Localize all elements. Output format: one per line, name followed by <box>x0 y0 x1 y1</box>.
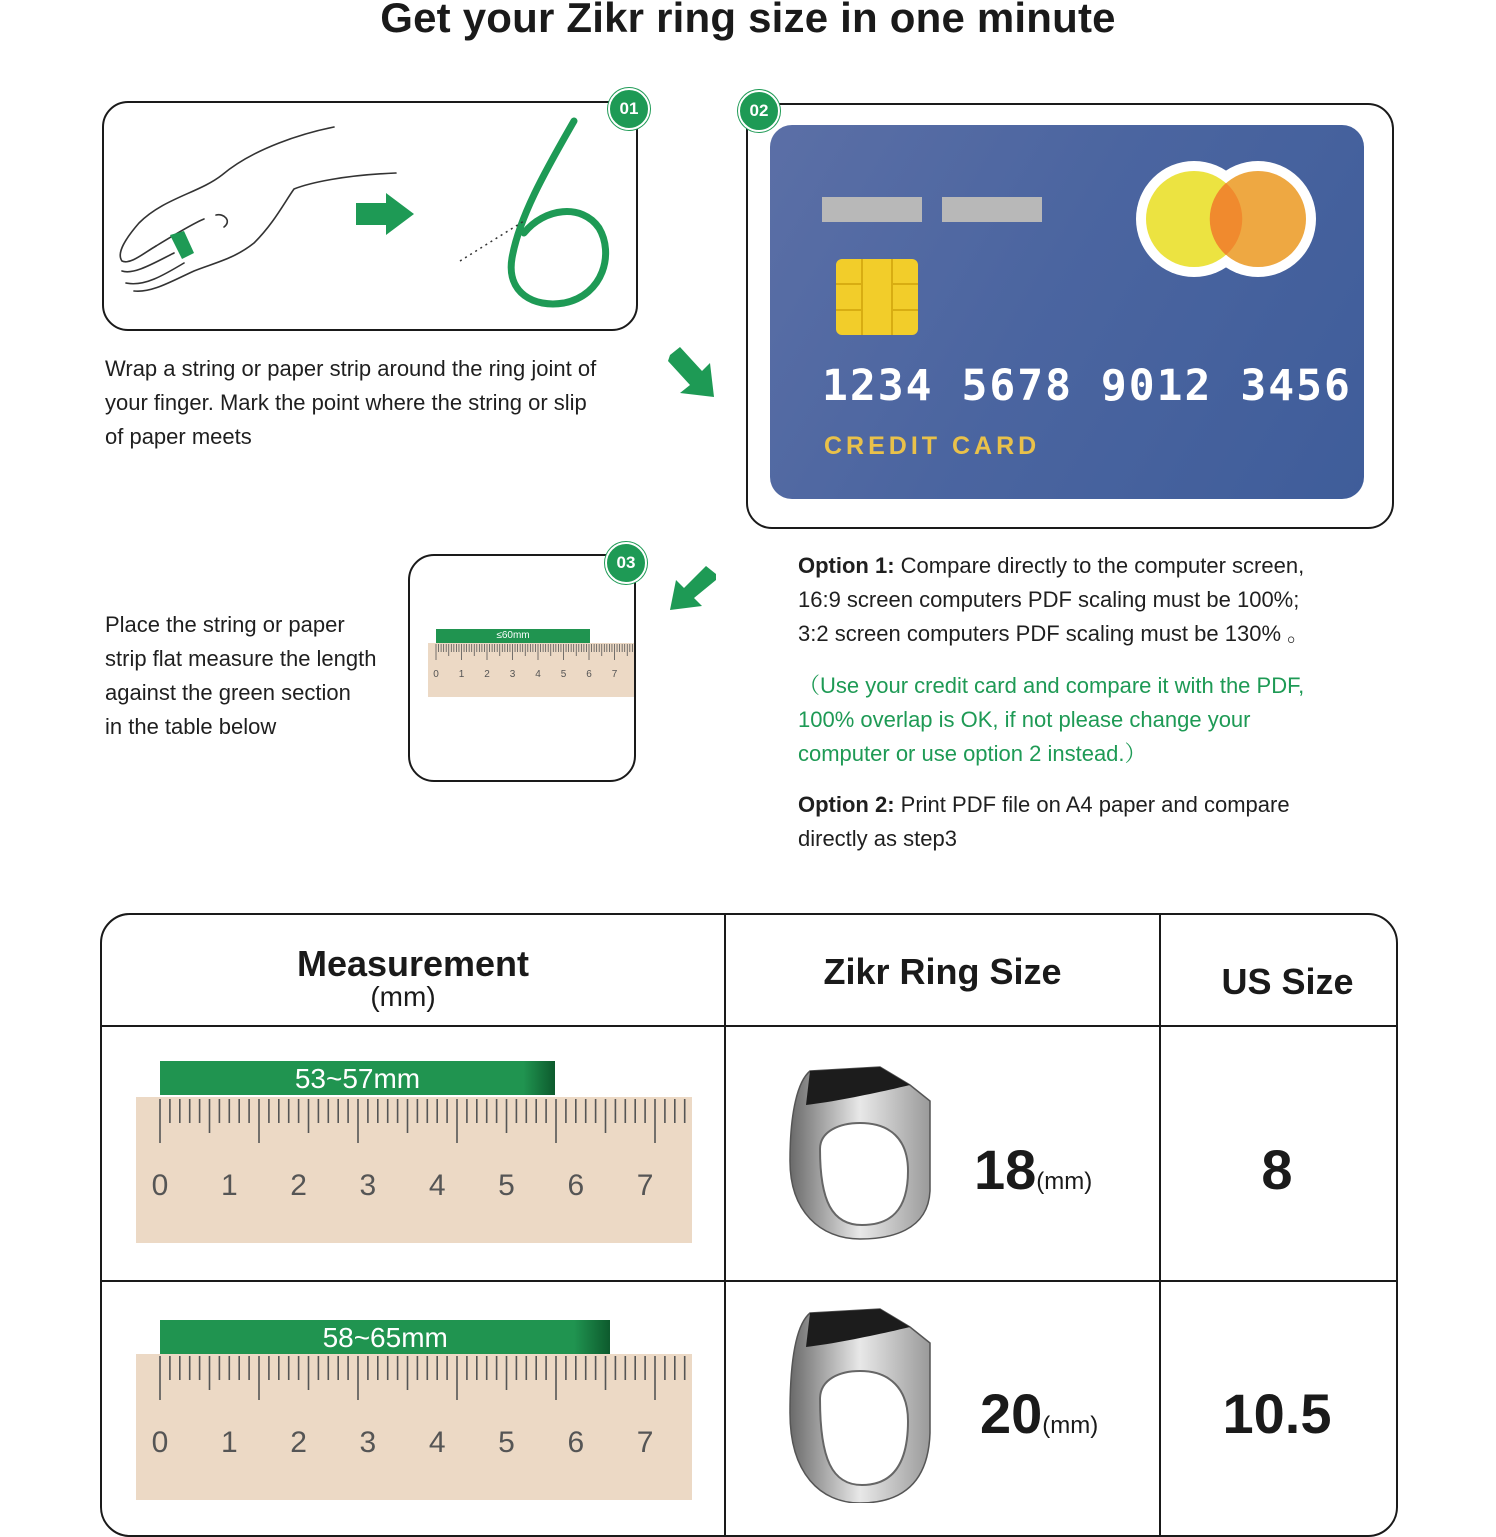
header-ring-size: Zikr Ring Size <box>823 951 1062 992</box>
header-measurement-label: Measurement <box>296 943 530 984</box>
step1-panel <box>102 101 638 331</box>
step3-badge: 03 <box>605 542 647 584</box>
card-number: 1234 5678 9012 3456 <box>822 361 1352 411</box>
option1-block <box>798 549 1398 651</box>
measurement-bar: 53~57mm <box>160 1061 555 1095</box>
ring-icon <box>780 1303 940 1503</box>
option1-line: 16:9 screen computers PDF scaling must be 100%; <box>798 587 1300 612</box>
option2-line: Print PDF file on A4 paper and compare <box>900 792 1290 817</box>
small-ruler-label: 6 <box>586 669 592 680</box>
small-ruler-label: 7 <box>611 669 618 680</box>
step1-line: Wrap a string or paper strip around the ring joint of <box>105 356 597 381</box>
ruler-tick-label: 1 <box>220 1169 238 1202</box>
measurement-ruler <box>136 1061 692 1247</box>
measurement-bar: 58~65mm <box>160 1320 610 1354</box>
credit-card <box>770 125 1364 499</box>
header-us-size: US Size <box>1221 961 1354 1002</box>
overlap-note <box>798 669 1398 771</box>
card-stripe <box>822 197 922 222</box>
step3-line: Place the string or paper <box>105 612 345 637</box>
header-measurement <box>102 943 724 1013</box>
ruler-tick-label: 4 <box>428 1426 446 1459</box>
step1-badge: 01 <box>608 88 650 130</box>
arrow-right-icon <box>356 193 414 235</box>
size-table <box>100 913 1398 1537</box>
chip-icon <box>836 259 918 335</box>
ruler-tick-label: 5 <box>498 1426 515 1459</box>
ruler-tick-label: 0 <box>151 1426 169 1459</box>
arrow-down-left-icon <box>662 562 722 622</box>
ring-size-unit: (mm) <box>1042 1412 1099 1439</box>
note-line: （Use your credit card and compare it with the PDF, <box>798 673 1305 698</box>
ruler-tick-label: 7 <box>636 1169 654 1202</box>
card-stripe <box>942 197 1042 222</box>
ruler-tick-label: 6 <box>567 1169 585 1202</box>
measurement-ruler <box>136 1320 692 1506</box>
option2-label: Option 2: <box>798 792 895 817</box>
ring-size-unit: (mm) <box>1036 1168 1093 1195</box>
us-size-value: 8 <box>1261 1138 1293 1201</box>
ring-size-value <box>980 1381 1098 1446</box>
ruler-tick-label: 3 <box>359 1169 377 1202</box>
ruler-tick-label: 3 <box>359 1426 377 1459</box>
option1-line: 3:2 screen computers PDF scaling must be 130% 。 <box>798 621 1310 646</box>
small-ruler-bar: ≤60mm <box>436 629 590 643</box>
ruler-tick-label: 4 <box>428 1169 446 1202</box>
step3-line: strip flat measure the length <box>105 646 377 671</box>
small-ruler-label: 3 <box>509 669 516 680</box>
header-measurement-unit: (mm) <box>370 981 436 1012</box>
hand-illustration <box>104 103 636 329</box>
ring-icon <box>780 1061 940 1241</box>
arrow-down-right-icon <box>664 345 724 405</box>
us-size-value: 10.5 <box>1222 1382 1332 1445</box>
small-ruler-label: 5 <box>560 669 567 680</box>
step2-badge: 02 <box>738 90 780 132</box>
step3-line: in the table below <box>105 714 277 739</box>
small-ruler-label: 2 <box>484 669 490 680</box>
ruler-tick-label: 6 <box>567 1426 585 1459</box>
card-label: CREDIT CARD <box>824 432 1041 460</box>
ruler-tick-label: 1 <box>220 1426 238 1459</box>
ruler-body <box>136 1354 692 1504</box>
option1-line: Compare directly to the computer screen, <box>900 553 1305 578</box>
small-ruler-body <box>428 643 634 697</box>
option1-label: Option 1: <box>798 553 895 578</box>
ruler-tick-label: 5 <box>498 1169 515 1202</box>
step1-text <box>105 352 665 454</box>
ring-size-number: 18 <box>974 1138 1037 1201</box>
ruler-tick-label: 2 <box>290 1169 307 1202</box>
note-line: computer or use option 2 instead.） <box>798 741 1147 766</box>
step1-line: of paper meets <box>105 424 252 449</box>
card-logo-icon <box>1134 145 1324 295</box>
ruler-tick-label: 0 <box>151 1169 169 1202</box>
option2-line: directly as step3 <box>798 826 957 851</box>
small-ruler-label: 4 <box>535 669 541 680</box>
small-ruler <box>428 629 634 697</box>
page-title: Get your Zikr ring size in one minute <box>380 0 1116 41</box>
small-ruler-label: 1 <box>458 669 465 680</box>
ruler-tick-label: 7 <box>636 1426 654 1459</box>
note-line: 100% overlap is OK, if not please change your <box>798 707 1251 732</box>
step3-text <box>105 608 405 744</box>
ring-size-value <box>974 1137 1092 1202</box>
option2-block <box>798 788 1398 856</box>
step3-line: against the green section <box>105 680 351 705</box>
ruler-body <box>136 1097 692 1247</box>
ruler-tick-label: 2 <box>290 1426 307 1459</box>
ring-size-number: 20 <box>980 1382 1043 1445</box>
small-ruler-label: 0 <box>433 669 439 680</box>
step1-line: your finger. Mark the point where the string or slip <box>105 390 587 415</box>
